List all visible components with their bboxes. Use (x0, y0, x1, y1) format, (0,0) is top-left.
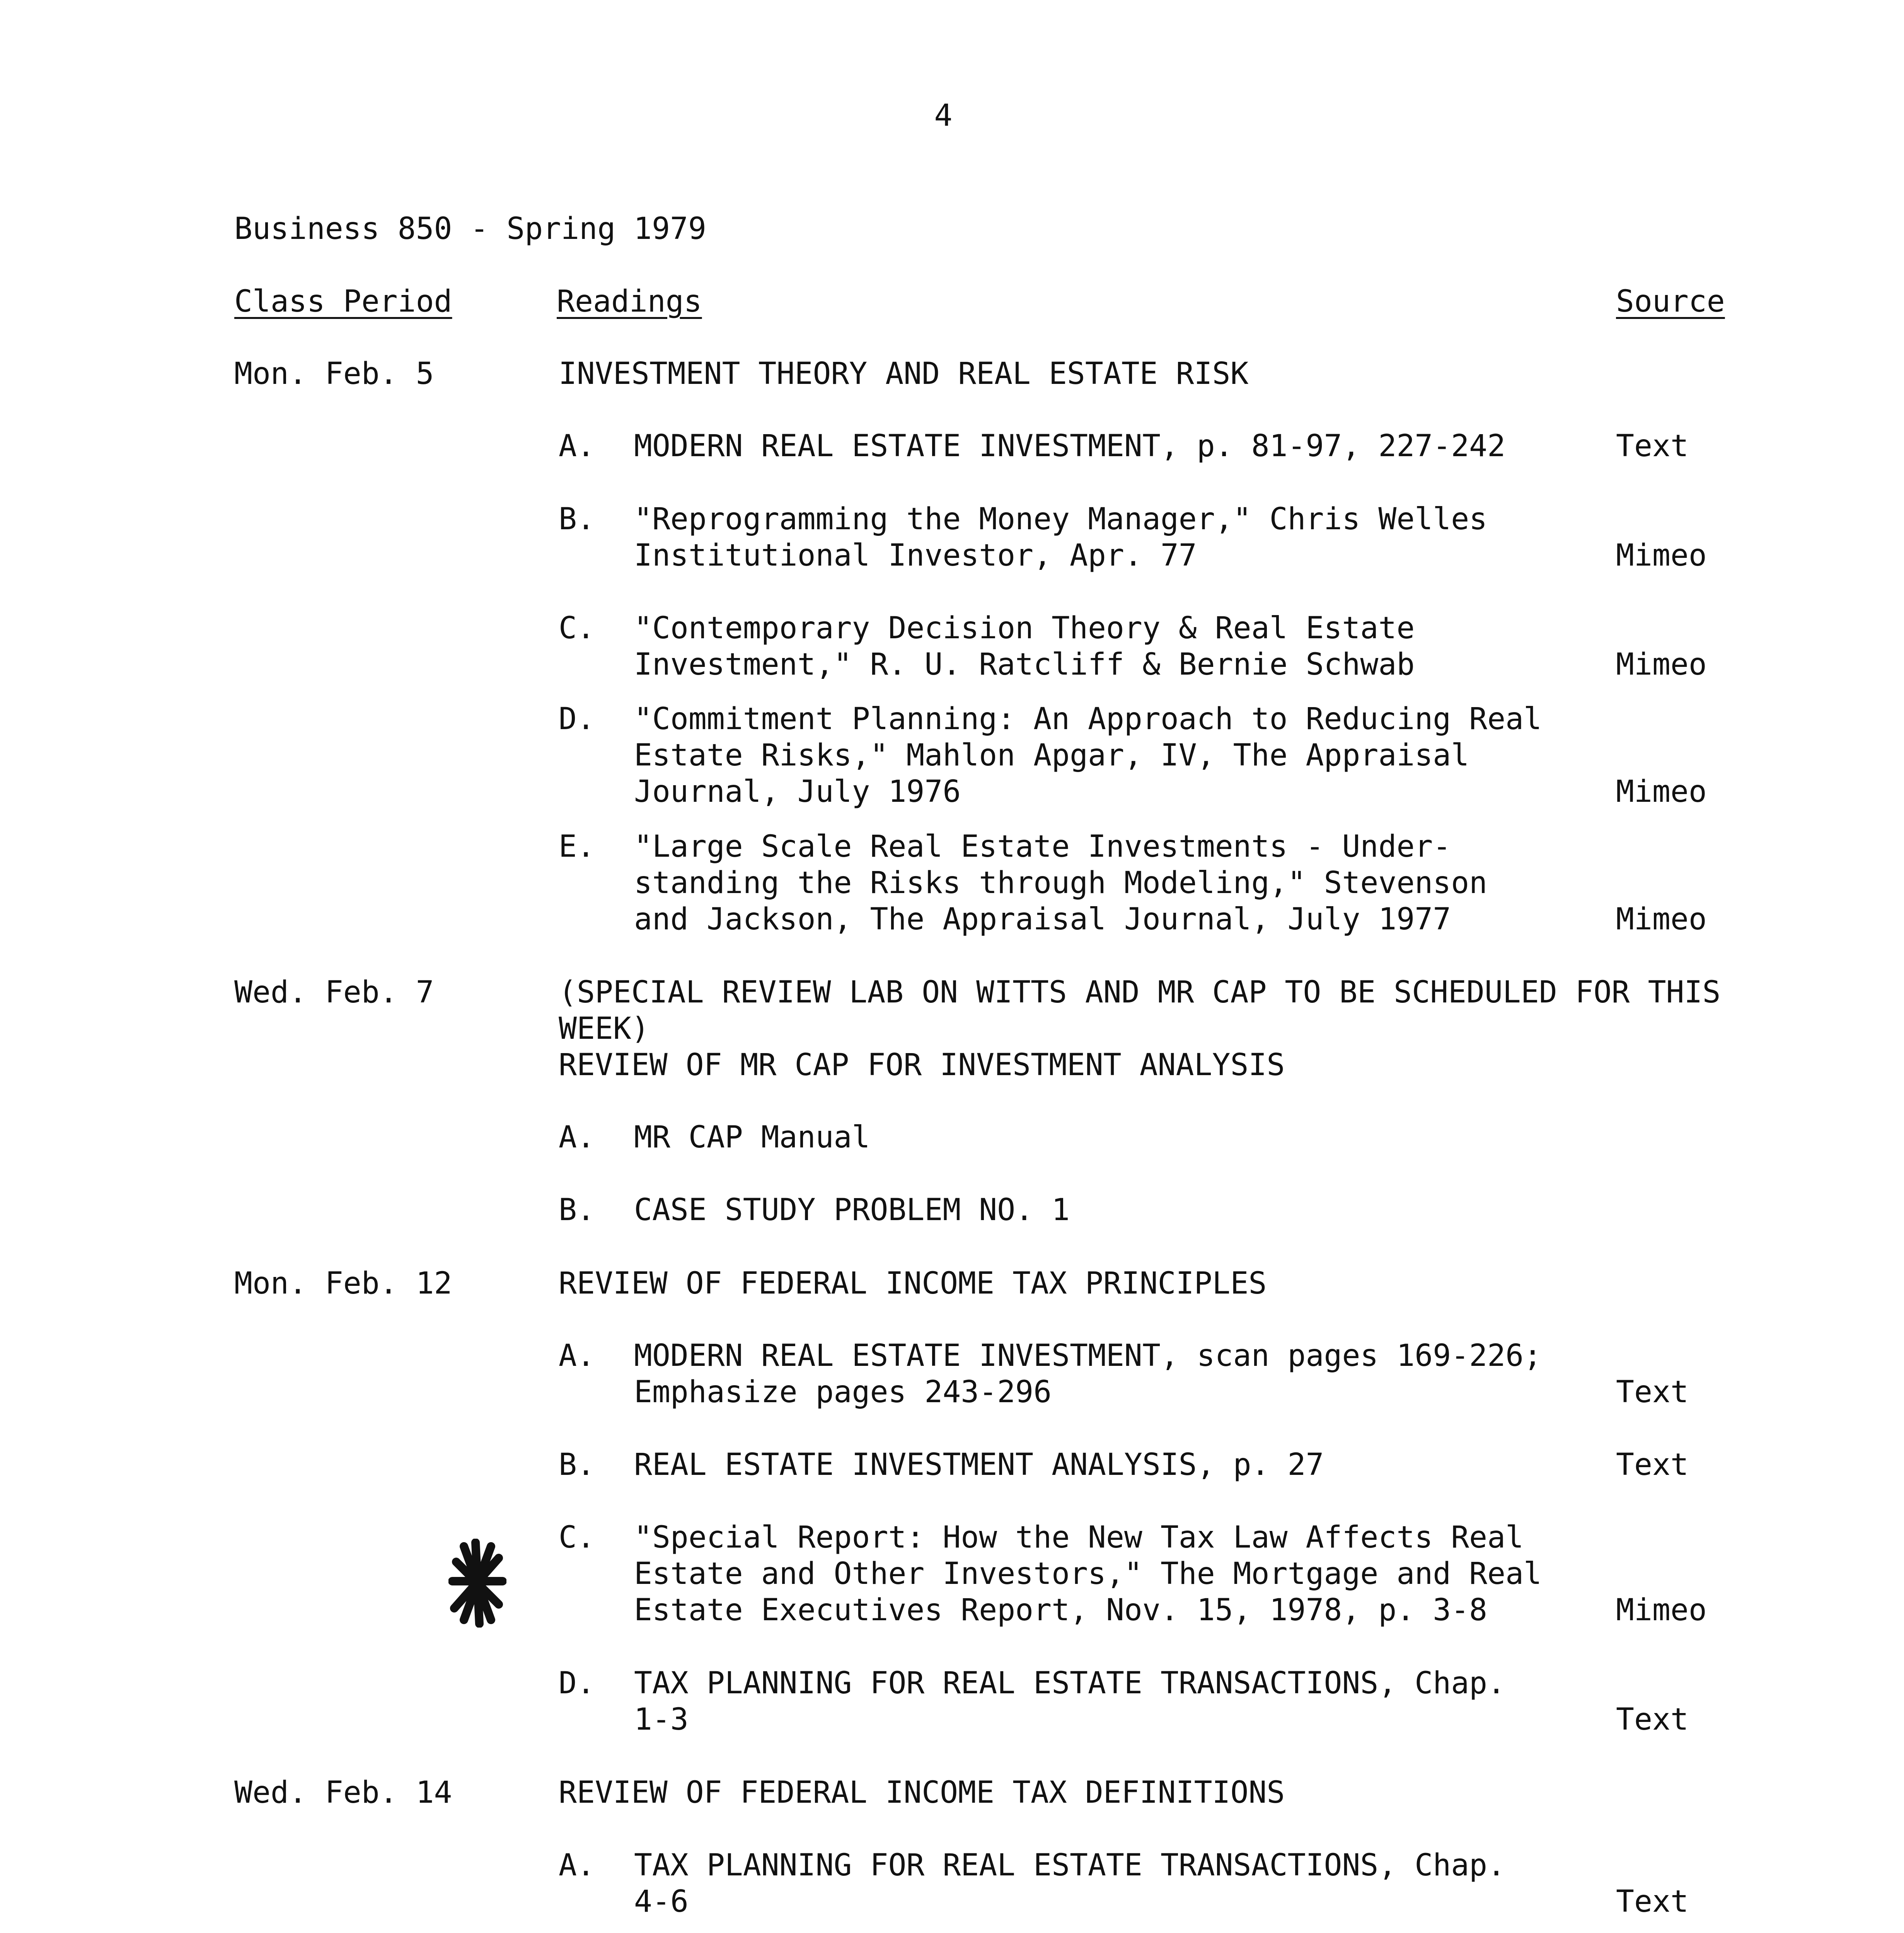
item-line: "Reprogramming the Money Manager," Chris Welles (634, 502, 1488, 537)
item-line: TAX PLANNING FOR REAL ESTATE TRANSACTIONS, Chap. (634, 1848, 1506, 1883)
item-source: Text (1616, 429, 1689, 464)
item-line: REAL ESTATE INVESTMENT ANALYSIS, p. 27 (634, 1447, 1324, 1482)
page-number: 4 (934, 98, 953, 133)
item-line: "Large Scale Real Estate Investments - Under- (634, 829, 1451, 864)
item-letter: B. (559, 502, 595, 537)
item-letter: C. (559, 611, 595, 646)
session-note: (SPECIAL REVIEW LAB ON WITTS AND MR CAP TO BE SCHEDULED FOR THIS (559, 975, 1721, 1010)
header-class-period: Class Period (234, 284, 452, 319)
item-letter: E. (559, 829, 595, 864)
session-note: WEEK) (559, 1011, 649, 1046)
item-line: Institutional Investor, Apr. 77 (634, 538, 1197, 573)
session-topic: INVESTMENT THEORY AND REAL ESTATE RISK (559, 356, 1249, 391)
item-source: Mimeo (1616, 538, 1707, 573)
item-letter: D. (559, 1666, 595, 1701)
item-letter: A. (559, 1848, 595, 1883)
item-line: CASE STUDY PROBLEM NO. 1 (634, 1193, 1070, 1227)
item-source: Mimeo (1616, 774, 1707, 809)
item-letter: A. (559, 1338, 595, 1373)
session-topic: REVIEW OF FEDERAL INCOME TAX DEFINITIONS (559, 1775, 1285, 1810)
item-line: 4-6 (634, 1884, 689, 1919)
item-source: Mimeo (1616, 902, 1707, 937)
item-letter: B. (559, 1193, 595, 1227)
header-source: Source (1616, 284, 1725, 319)
item-line: Journal, July 1976 (634, 774, 961, 809)
item-line: MODERN REAL ESTATE INVESTMENT, p. 81-97, 227-242 (634, 429, 1506, 464)
item-letter: D. (559, 702, 595, 736)
item-line: and Jackson, The Appraisal Journal, July 1977 (634, 902, 1451, 937)
item-letter: B. (559, 1447, 595, 1482)
item-source: Text (1616, 1884, 1689, 1919)
item-line: TAX PLANNING FOR REAL ESTATE TRANSACTIONS, Chap. (634, 1666, 1506, 1701)
item-line: Investment," R. U. Ratcliff & Bernie Schwab (634, 647, 1415, 682)
item-source: Text (1616, 1447, 1689, 1482)
item-line: Estate and Other Investors," The Mortgage and Real (634, 1556, 1542, 1591)
item-line: Estate Risks," Mahlon Apgar, IV, The Appraisal (634, 738, 1469, 773)
session-topic: REVIEW OF FEDERAL INCOME TAX PRINCIPLES (559, 1266, 1267, 1301)
item-source: Mimeo (1616, 647, 1707, 682)
item-line: 1-3 (634, 1702, 689, 1737)
item-source: Text (1616, 1375, 1689, 1410)
item-line: "Commitment Planning: An Approach to Reducing Real (634, 702, 1542, 736)
margin-star-mark (448, 1539, 506, 1628)
session-topic: REVIEW OF MR CAP FOR INVESTMENT ANALYSIS (559, 1048, 1285, 1082)
item-line: Estate Executives Report, Nov. 15, 1978, p. 3-8 (634, 1593, 1488, 1628)
item-letter: A. (559, 429, 595, 464)
item-line: "Contemporary Decision Theory & Real Estate (634, 611, 1415, 646)
session-date: Wed. Feb. 7 (234, 975, 434, 1010)
item-letter: C. (559, 1520, 595, 1555)
session-date: Wed. Feb. 14 (234, 1775, 452, 1810)
item-letter: A. (559, 1120, 595, 1155)
item-line: MODERN REAL ESTATE INVESTMENT, scan pages 169-226; (634, 1338, 1542, 1373)
item-source: Text (1616, 1702, 1689, 1737)
item-line: Emphasize pages 243-296 (634, 1375, 1052, 1410)
item-source: Mimeo (1616, 1593, 1707, 1628)
item-line: MR CAP Manual (634, 1120, 870, 1155)
item-line: standing the Risks through Modeling," Stevenson (634, 866, 1488, 900)
course-title: Business 850 - Spring 1979 (234, 211, 706, 246)
header-readings: Readings (557, 284, 702, 319)
session-date: Mon. Feb. 5 (234, 356, 434, 391)
item-line: "Special Report: How the New Tax Law Affects Real (634, 1520, 1524, 1555)
session-date: Mon. Feb. 12 (234, 1266, 452, 1301)
